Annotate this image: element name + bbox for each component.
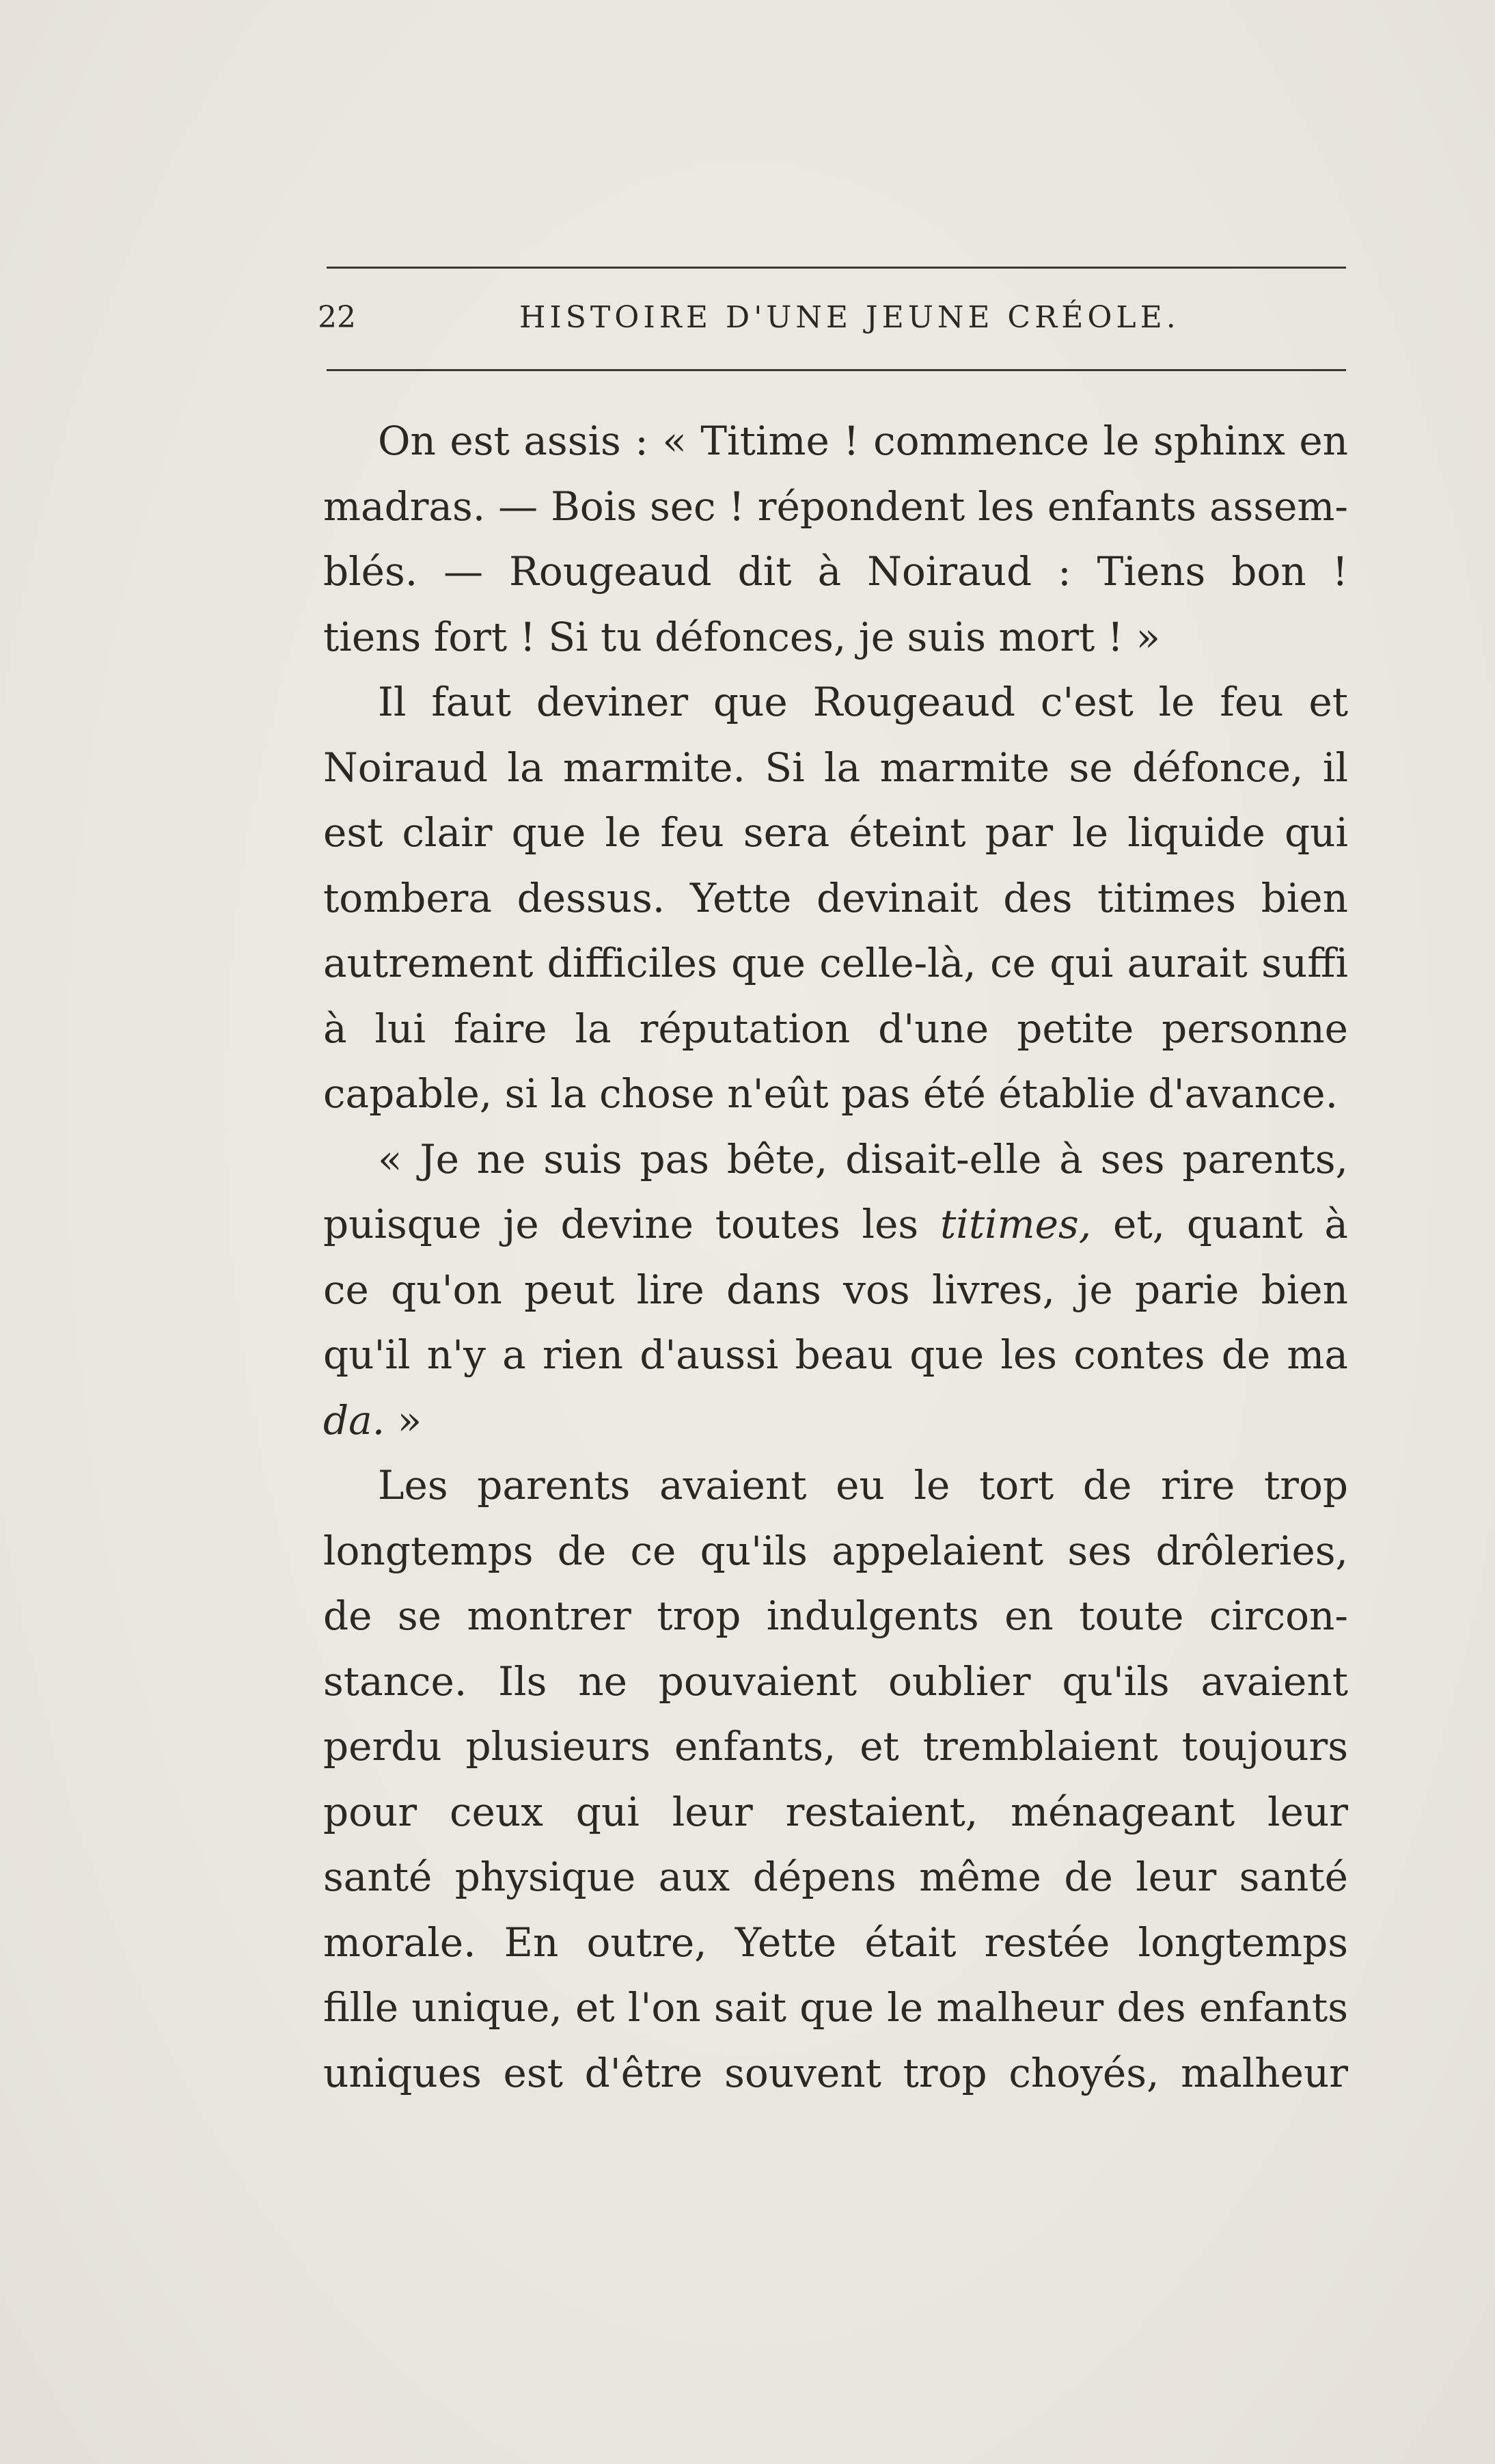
header-rule-bottom bbox=[327, 369, 1346, 371]
text-line: capable, si la chose n'eût pas été établie d'avance. bbox=[323, 1070, 1339, 1117]
running-head bbox=[318, 294, 1346, 342]
text-line: qu'il n'y a rien d'aussi beau que les contes de ma bbox=[323, 1331, 1348, 1378]
text-line: da. » bbox=[323, 1396, 422, 1444]
text-line: pour ceux qui leur restaient, ménageant leur bbox=[323, 1788, 1348, 1835]
page-number: 22 bbox=[318, 300, 356, 335]
text-line: puisque je devine toutes les titimes, et, quant à bbox=[323, 1201, 1348, 1247]
text-line: tombera dessus. Yette devinait des titimes bien bbox=[323, 874, 1348, 921]
text-line: Noiraud la marmite. Si la marmite se défonce, il bbox=[323, 744, 1348, 791]
text-line: perdu plusieurs enfants, et tremblaient toujours bbox=[323, 1723, 1348, 1770]
text-line: Il faut deviner que Rougeaud c'est le feu et bbox=[378, 679, 1348, 725]
header-rule-top bbox=[327, 267, 1346, 269]
running-title: HISTOIRE D'UNE JEUNE CRÉOLE. bbox=[519, 300, 1180, 335]
text-line: On est assis : « Titime ! commence le sphinx en bbox=[378, 418, 1348, 464]
text-line: stance. Ils ne pouvaient oublier qu'ils avaient bbox=[323, 1657, 1348, 1705]
italic-word: da. bbox=[323, 1396, 385, 1444]
text-line: est clair que le feu sera éteint par le liquide qui bbox=[323, 809, 1348, 856]
text-line: tiens fort ! Si tu défonces, je suis mort ! » bbox=[323, 613, 1161, 660]
text-line: uniques est d'être souvent trop choyés, malheur bbox=[323, 2049, 1348, 2096]
text-line: ce qu'on peut lire dans vos livres, je parie bien bbox=[323, 1266, 1348, 1313]
text-line: fille unique, et l'on sait que le malheur des enfants bbox=[323, 1984, 1348, 2031]
text-line: longtemps de ce qu'ils appelaient ses drôleries, bbox=[323, 1527, 1348, 1574]
text-line: blés. — Rougeaud dit à Noiraud : Tiens bon ! bbox=[323, 548, 1348, 595]
text-line: morale. En outre, Yette était restée longtemps bbox=[323, 1919, 1348, 1966]
text-line: de se montrer trop indulgents en toute circon- bbox=[323, 1593, 1348, 1639]
text-line: autrement difficiles que celle-là, ce qui aurait suffi bbox=[323, 940, 1348, 986]
text-line: santé physique aux dépens même de leur santé bbox=[323, 1854, 1348, 1900]
italic-word: titimes, bbox=[939, 1201, 1092, 1247]
text-line: « Je ne suis pas bête, disait-elle à ses parents, bbox=[378, 1135, 1348, 1182]
body-text bbox=[323, 409, 1348, 2106]
text-line: à lui faire la réputation d'une petite personne bbox=[323, 1005, 1348, 1052]
text-line: Les parents avaient eu le tort de rire trop bbox=[378, 1462, 1348, 1508]
text-line: madras. — Bois sec ! répondent les enfants assem- bbox=[323, 483, 1348, 530]
